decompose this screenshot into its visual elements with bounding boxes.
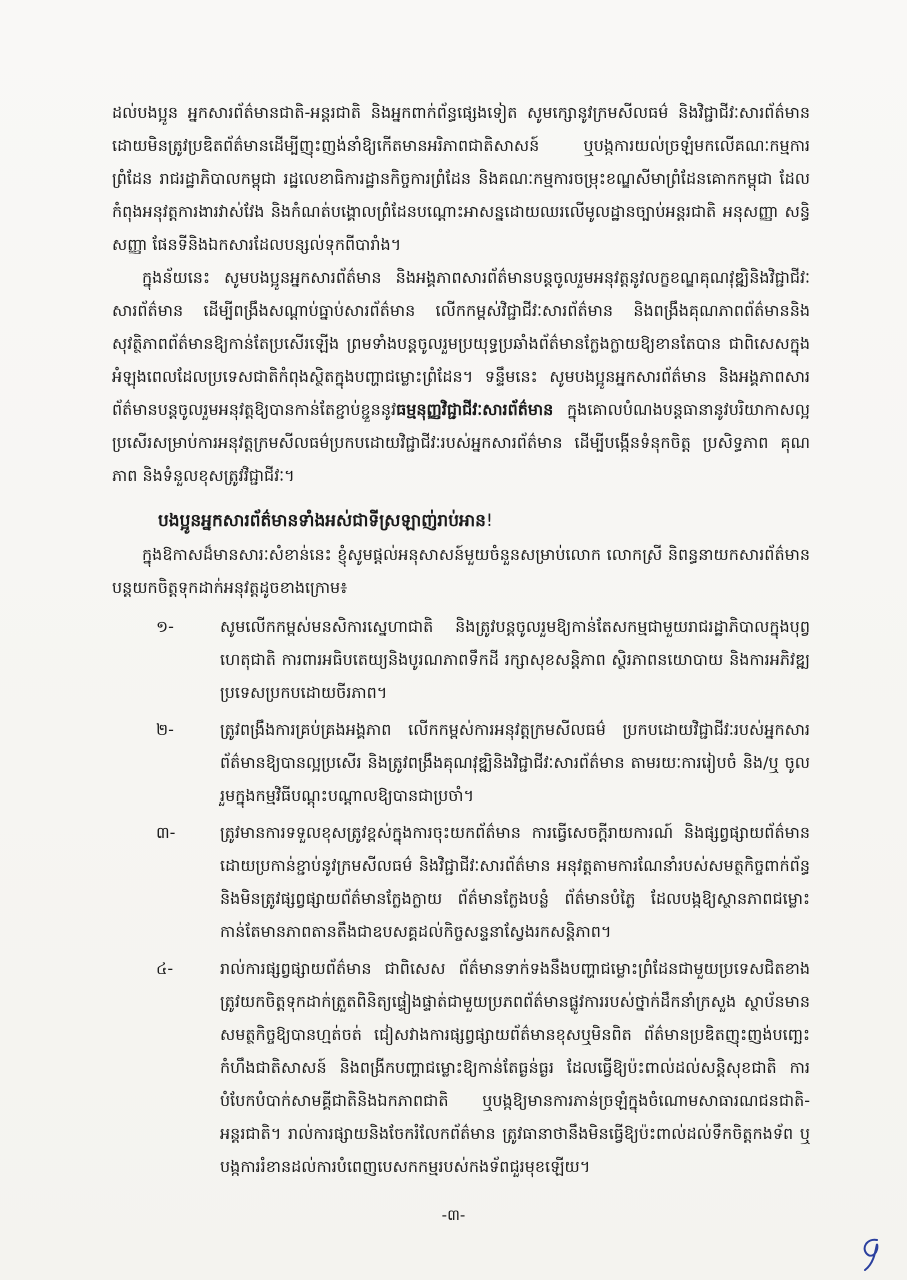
list-item	[112, 610, 810, 709]
list-item-text: ត្រូវមានការទទួលខុសត្រូវខ្ពស់ក្នុងការចុះយកព័ត៌មាន ការធ្វើសេចក្ដីរាយការណ៍ និងផ្សព្វផ្សាយព័ត៌មាន ដោយប្រកាន់ខ្ជាប់នូវក្រមសីលធម៌ និងវិជ្ជាជីវៈសារព័ត៌មាន អនុវត្តតាមការណែនាំរបស់សមត្ថកិច្ចពាក់ព័ន្ធ និងមិនត្រូវផ្សព្វផ្សាយព័ត៌មានក្លែងក្លាយ ព័ត៌មានក្លែងបន្លំ ព័ត៌មានបំភ្លៃ ដែលបង្កឱ្យស្ថានភាពជម្លោះកាន់តែមានភាពតានតឹងជាឧបសគ្គដល់កិច្ចសន្ទនាស្វែងរកសន្តិភាព។	[220, 823, 810, 941]
press-charter-term: ធម្មនុញ្ញវិជ្ជាជីវៈសារព័ត៌មាន	[396, 400, 554, 419]
paragraph-press-guidance-part1: ក្នុងន័យនេះ សូមបងប្អូនអ្នកសារព័ត៌មាន និងអង្គភាពសារព័ត៌មានបន្តចូលរួមអនុវត្តនូវលក្ខខណ្ឌគុណវុឌ្ឍិនិងវិជ្ជាជីវៈសារព័ត៌មាន ដើម្បីពង្រឹងសណ្ដាប់ធ្នាប់សារព័ត៌មាន លើកកម្ពស់វិជ្ជាជីវៈសារព័ត៌មាន និងពង្រឹងគុណភាពព័ត៌មាននិងសុវត្ថិភាពព័ត៌មានឱ្យកាន់តែប្រសើរឡើង ព្រមទាំងបន្តចូលរួមប្រយុទ្ធប្រឆាំងព័ត៌មានក្លែងក្លាយឱ្យខានតែបាន ជាពិសេសក្នុងអំឡុងពេលដែលប្រទេសជាតិកំពុងស្ថិតក្នុងបញ្ហាជម្លោះព្រំដែន។ ទន្ទឹមនេះ សូមបងប្អូនអ្នកសារព័ត៌មាន និងអង្គភាពសារព័ត៌មានបន្តចូលរួមអនុវត្តឱ្យបានកាន់តែខ្ជាប់ខ្ជួននូវ	[112, 268, 810, 419]
section-heading	[112, 504, 810, 538]
list-item	[112, 816, 810, 948]
list-item-number: ២-	[156, 720, 174, 739]
handwritten-initial-icon	[855, 1234, 889, 1274]
paragraph-press-guidance-part2: ក្នុងគោលបំណងបន្តធានានូវបរិយាកាសល្អប្រសើរសម្រាប់ការអនុវត្តក្រមសីលធម៌ប្រកបដោយវិជ្ជាជីវៈរបស់អ្នកសារព័ត៌មាន ដើម្បីបង្កើនទំនុកចិត្ត ប្រសិទ្ធភាព គុណភាព និងទំនួលខុសត្រូវវិជ្ជាជីវៈ។	[112, 400, 810, 485]
list-item-text: ត្រូវពង្រឹងការគ្រប់គ្រងអង្គភាព លើកកម្ពស់ការអនុវត្តក្រមសីលធម៌ ប្រកបដោយវិជ្ជាជីវៈរបស់អ្នកសារព័ត៌មានឱ្យបានល្អប្រសើរ និងត្រូវពង្រឹងគុណវុឌ្ឍិនិងវិជ្ជាជីវៈសារព័ត៌មាន តាមរយៈការរៀបចំ និង/ឬ ចូលរួមក្នុងកម្មវិធីបណ្ដុះបណ្ដាលឱ្យបានជាប្រចាំ។	[220, 720, 810, 805]
list-item-number: ៤-	[156, 959, 174, 978]
list-item-number: ១-	[156, 617, 174, 636]
paragraph-press-guidance	[112, 261, 810, 492]
list-item-text: សូមលើកកម្ពស់មនសិការស្នេហាជាតិ និងត្រូវបន្តចូលរួមឱ្យកាន់តែសកម្មជាមួយរាជរដ្ឋាភិបាលក្នុងបុព្វហេតុជាតិ ការពារអធិបតេយ្យនិងបូរណភាពទឹកដី រក្សាសុខសន្តិភាព ស្ថិរភាពនយោបាយ និងការអភិវឌ្ឍប្រទេសប្រកបដោយចីរភាព។	[220, 617, 810, 702]
page-number: -៣-	[441, 1206, 466, 1224]
list-item-text: រាល់ការផ្សព្វផ្សាយព័ត៌មាន ជាពិសេស ព័ត៌មានទាក់ទងនឹងបញ្ហាជម្លោះព្រំដែនជាមួយប្រទេសជិតខាង ត្រូវយកចិត្តទុកដាក់ត្រួតពិនិត្យផ្ទៀងផ្ទាត់ជាមួយប្រភពព័ត៌មានផ្លូវការរបស់ថ្នាក់ដឹកនាំក្រសួង ស្ថាប័នមានសមត្ថកិច្ចឱ្យបានហ្មត់ចត់ ជៀសវាងការផ្សព្វផ្សាយព័ត៌មានខុសឬមិនពិត ព័ត៌មានប្រឌិតញុះញង់បញ្ឆេះកំហឹងជាតិសាសន៍ និងពង្រីកបញ្ហាជម្លោះឱ្យកាន់តែធ្ងន់ធ្ងរ ដែលធ្វើឱ្យប៉ះពាល់ដល់សន្តិសុខជាតិ ការបំបែកបំបាក់សាមគ្គីជាតិនិងឯកភាពជាតិ ឬបង្កឱ្យមានការភាន់ច្រឡំក្នុងចំណោមសាធារណជនជាតិ-អន្តរជាតិ។ រាល់ការផ្សាយនិងចែករំលែកព័ត៌មាន ត្រូវធានាថានឹងមិនធ្វើឱ្យប៉ះពាល់ដល់ទឹកចិត្តកងទ័ព ឬបង្កការរំខានដល់ការបំពេញបេសកកម្មរបស់កងទ័ពជួរមុខឡើយ។	[220, 959, 810, 1176]
section-heading-text: បងប្អូនអ្នកសារព័ត៌មានទាំងអស់ជាទីស្រឡាញ់រាប់អាន	[158, 511, 486, 531]
intro-paragraph: ក្នុងឱកាសដ៏មានសារៈសំខាន់នេះ ខ្ញុំសូមផ្ដល់អនុសាសន៍មួយចំនួនសម្រាប់លោក លោកស្រី និពន្ធនាយកសារព័ត៌មាន បន្តយកចិត្តទុកដាក់អនុវត្តដូចខាងក្រោម៖	[112, 545, 810, 597]
document-body	[112, 96, 810, 1187]
recommendations-list	[112, 610, 810, 1183]
section-heading-punct: !	[485, 511, 493, 531]
list-item-number: ៣-	[156, 823, 176, 842]
list-item	[112, 952, 810, 1183]
list-item	[112, 713, 810, 812]
paragraph-continuation: ដល់បងប្អូន អ្នកសារព័ត៌មានជាតិ-អន្តរជាតិ និងអ្នកពាក់ព័ន្ធផ្សេងទៀត សូមក្សោនូវក្រមសីលធម៌ និងវិជ្ជាជីវៈសារព័ត៌មាន ដោយមិនត្រូវប្រឌិតព័ត៌មានដើម្បីញុះញង់នាំឱ្យកើតមានអរិភាពជាតិសាសន៍ ឬបង្កការយល់ច្រឡំមកលើគណៈកម្មការព្រំដែន រាជរដ្ឋាភិបាលកម្ពុជា រដ្ឋលេខាធិការដ្ឋានកិច្ចការព្រំដែន និងគណៈកម្មការចម្រុះខណ្ឌសីមាព្រំដែនគោកកម្ពុជា ដែលកំពុងអនុវត្តការងារវាស់វែង និងកំណត់បង្គោលព្រំដែនបណ្ដោះអាសន្នដោយឈរលើមូលដ្ឋានច្បាប់អន្តរជាតិ អនុសញ្ញា សន្ធិសញ្ញា ផែនទីនិងឯកសារដែលបន្សល់ទុកពីបារាំង។	[112, 103, 810, 254]
